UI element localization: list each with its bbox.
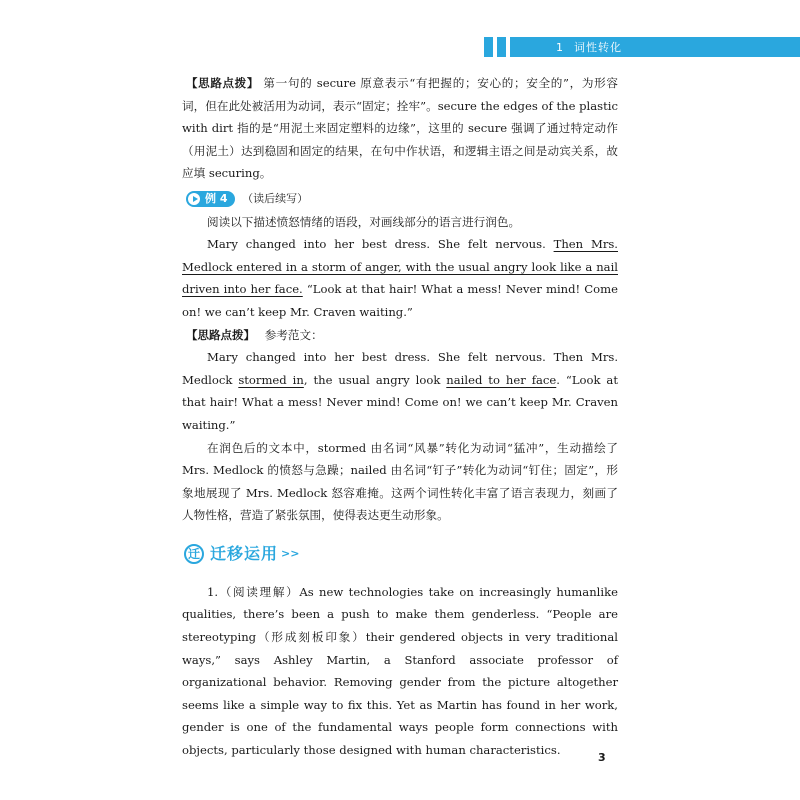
underlined-phrase: nailed to her face — [446, 372, 557, 387]
header-accent-block — [484, 37, 493, 57]
example-tag-label: 例 4 — [205, 191, 228, 205]
chapter-header-bar — [484, 37, 800, 57]
sample-text: , the usual angry look — [303, 372, 447, 387]
page-number: 3 — [598, 751, 606, 764]
section-heading — [182, 541, 618, 567]
transfer-icon: 迁 — [184, 544, 204, 564]
underlined-passage: Then Mrs. Medlock entered in a storm of anger, with the usual angry look like a nail driven into her face. — [182, 237, 618, 297]
play-icon — [188, 193, 200, 205]
example-instruction: 阅读以下描述愤怒情绪的语段，对画线部分的语言进行润色。 — [207, 214, 521, 229]
exercise-number: 1. — [207, 584, 219, 599]
chapter-title-strip — [510, 37, 800, 57]
example-passage — [182, 233, 618, 323]
hint-label-text: 参考范文： — [264, 327, 323, 342]
chapter-title: 词性转化 — [574, 41, 622, 54]
hint-label: 【思路点拨】 — [186, 76, 259, 90]
hint-paragraph-2 — [182, 324, 618, 347]
section-title: 迁移运用 — [210, 543, 279, 563]
exercise-text: As new technologies take on increasingly humanlike qualities, there’s been a push to make them genderless. “People are stereotyping（形成刻板印象）their gendered objects in very traditional ways,” says Ashley Martin, a Stanford associate professor of organizational behavior. Removing gender from the picture altogether seems like a simple way to fix this. Yet as Martin has found in her work, gender is one of the fundamental ways people form connections with objects, particularly those designed with human characteristics. — [182, 584, 618, 758]
hint-label: 【思路点拨】 — [186, 327, 255, 342]
exercise-1 — [182, 581, 618, 762]
example-tag — [186, 191, 235, 207]
exercise-type: （阅读理解） — [218, 584, 300, 599]
sample-passage — [182, 346, 618, 436]
page-content — [182, 72, 618, 762]
sample-text: . “Look at that hair! What a mess! Never mind! Come on! we can’t keep Mr. Craven waiting.” — [182, 372, 619, 432]
analysis-paragraph: 在润色后的文本中，stormed 由名词“风暴”转化为动词“猛冲”，生动描绘了 Mrs. Medlock 的愤怒与急躁；nailed 由名词“钉子”转化为动词“钉住；固定”，形象地展现了 Mrs. Medlock 怒容难掩。这两个词性转化丰富了语言表现力，刻画了人物性格，营造了紧张氛围，使得表达更生动形象。 — [182, 440, 618, 523]
chapter-number: 1 — [556, 40, 564, 54]
sample-text: Mary changed into her best dress. She felt nervous. Then Mrs. Medlock — [182, 350, 618, 387]
underlined-phrase: stormed in — [238, 372, 304, 387]
example-heading — [182, 187, 618, 211]
hint-text: 第一句的 secure 原意表示“有把握的；安心的；安全的”，为形容词，但在此处被活用为动词，表示“固定；拴牢”。secure the edges of the plastic with dirt 指的是“用泥土来固定塑料的边缘”，这里的 secure 强调了通过特定动作（用泥土）达到稳固和固定的结果，在句中作状语，和逻辑主语之间是动宾关系，故应填 securing。 — [182, 76, 619, 181]
passage-text: Mary changed into her best dress. She felt nervous. — [207, 237, 554, 252]
hint-paragraph-1 — [182, 72, 618, 185]
double-arrow-icon: >> — [281, 546, 300, 560]
header-accent-block — [497, 37, 506, 57]
example-subtitle: （读后续写） — [242, 191, 309, 205]
passage-text: “Look at that hair! What a mess! Never mind! Come on! we can’t keep Mr. Craven waiting.” — [182, 282, 618, 319]
